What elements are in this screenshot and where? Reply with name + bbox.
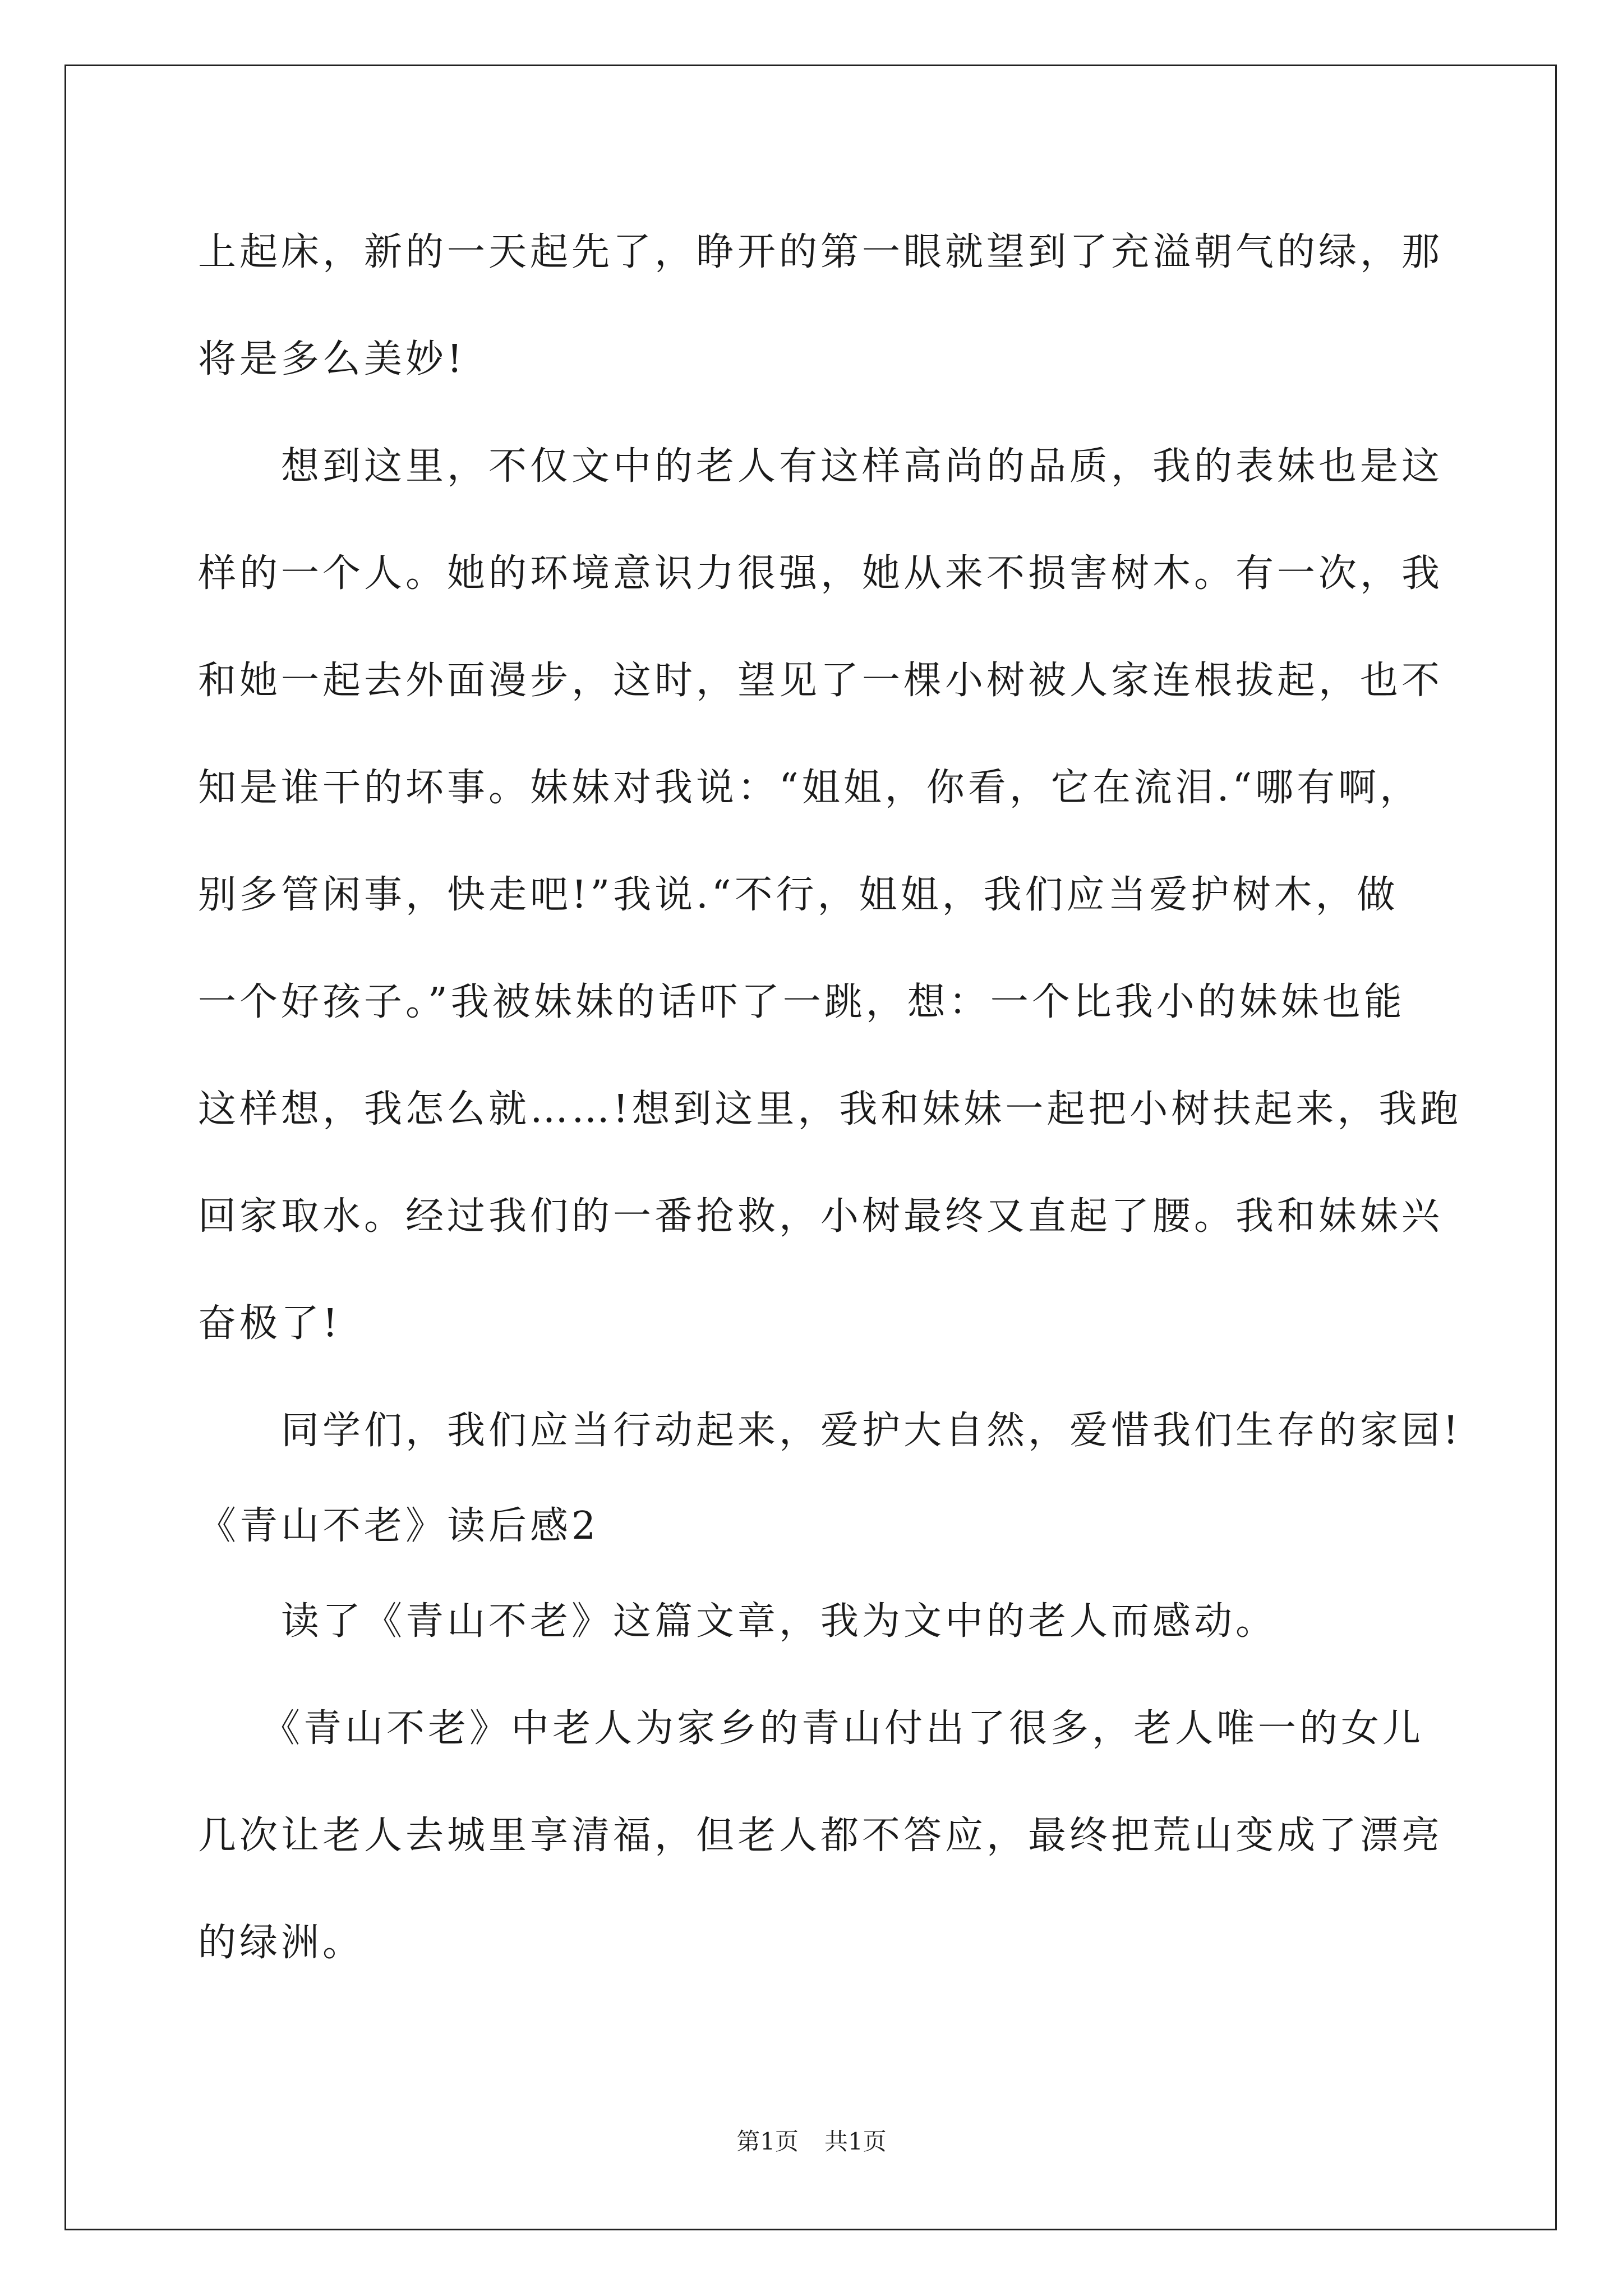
text-line: 知是谁干的坏事。妹妹对我说：“姐姐，你看，它在流泪.“哪有啊， [198, 766, 1422, 810]
text-line: 读了《青山不老》这篇文章，我为文中的老人而感动。 [198, 1599, 1278, 1644]
text-line: 和她一起去外面漫步，这时，望见了一棵小树被人家连根拔起，也不 [198, 659, 1444, 703]
text-line: 几次让老人去城里享清福，但老人都不答应，最终把荒山变成了漂亮 [198, 1814, 1444, 1858]
text-line: 上起床，新的一天起先了，睁开的第一眼就望到了充溢朝气的绿，那 [198, 230, 1444, 274]
document-body [198, 213, 1462, 2011]
text-line: 将是多么美妙! [198, 337, 466, 381]
text-line: 这样想，我怎么就……!想到这里，我和妹妹一起把小树扶起来，我跑 [198, 1087, 1462, 1131]
text-line: 样的一个人。她的环境意识力很强，她从来不损害树木。有一次，我 [198, 551, 1444, 596]
text-line: 一个好孩子。”我被妹妹的话吓了一跳，想：一个比我小的妹妹也能 [198, 980, 1405, 1024]
text-line: 回家取水。经过我们的一番抢救，小树最终又直起了腰。我和妹妹兴 [198, 1194, 1444, 1239]
page-number: 第1页 [736, 2128, 799, 2155]
page-footer [0, 2125, 1623, 2159]
text-line: 想到这里，不仅文中的老人有这样高尚的品质，我的表妹也是这 [198, 444, 1444, 489]
text-line: 《青山不老》中老人为家乡的青山付出了很多，老人唯一的女儿 [198, 1706, 1424, 1751]
text-line: 的绿洲。 [198, 1921, 365, 1965]
text-line: 同学们，我们应当行动起来，爱护大自然，爱惜我们生存的家园! [198, 1409, 1462, 1453]
text-line: 奋极了! [198, 1301, 342, 1346]
page-total: 共1页 [824, 2128, 887, 2155]
text-line: 别多管闲事，快走吧!”我说.“不行，姐姐，我们应当爱护树木，做 [198, 873, 1399, 917]
section-heading: 《青山不老》读后感2 [198, 1504, 600, 1548]
